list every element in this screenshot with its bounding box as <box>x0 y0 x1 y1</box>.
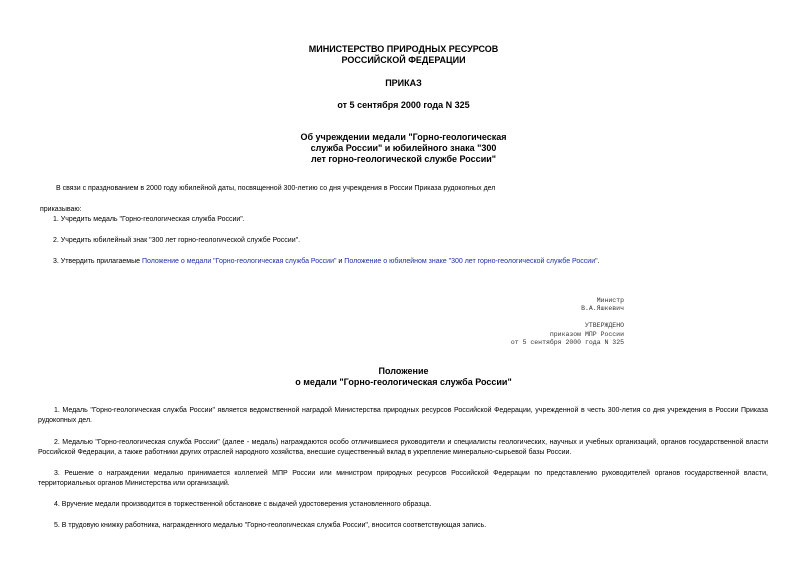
regulation-medal-link[interactable]: Положение о медали "Горно-геологическая служба России" <box>141 258 337 265</box>
order-title-line1: Об учреждении медали "Горно-геологическая <box>300 132 507 142</box>
regulation-paragraph-5: 5. В трудовую книжку работника, награжденного медалью "Горно-геологическая служба России", вносится соответствующая запись. <box>54 522 487 529</box>
regulation-paragraph-3: 3. Решение о награждении медалью принимается коллегией МПР России или министром природных ресурсов Российской Федерации по представлению руководителей органов государственной власти, территориальных органов Министерства или организаций. <box>38 470 768 487</box>
regulation-paragraph-1: 1. Медаль "Горно-геологическая служба России" является ведомственной наградой Министерства природных ресурсов Российской Федерации, учрежденной в честь 300-летия со дня учреждения в России Приказа рудокопных дел. <box>38 407 768 424</box>
ministry-line2: РОССИЙСКОЙ ФЕДЕРАЦИИ <box>341 55 466 65</box>
approved-label: УТВЕРЖДЕНО <box>584 322 624 329</box>
signature-name: В.А.Яшкевич <box>581 305 624 312</box>
regulation-badge-link[interactable]: Положение о юбилейном знаке "300 лет горно-геологической службе России" <box>344 258 598 265</box>
preamble-text: В связи с празднованием в 2000 году юбилейной даты, посвященной 300-летию со дня учреждения в России Приказа рудокопных дел <box>56 185 496 192</box>
ministry-line1: МИНИСТЕРСТВО ПРИРОДНЫХ РЕСУРСОВ <box>308 44 499 54</box>
item-3-suffix: . <box>597 258 600 265</box>
regulation-paragraph-2: 2. Медалью "Горно-геологическая служба России" (далее - медаль) награждаются особо отличившиеся руководители и специалисты геологических, научных и учебных организаций, органов государственной власти Российской Федерации, а также работники других отраслей народного хозяйства, внесшие существенный вклад в укрепление минерально-сырьевой базы России. <box>38 439 768 456</box>
regulation-paragraph-4: 4. Вручение медали производится в торжественной обстановке с выдачей удостоверения установленного образца. <box>54 501 432 508</box>
doc-date: от 5 сентября 2000 года N 325 <box>337 100 470 110</box>
item-3-and: и <box>336 258 345 265</box>
item-3-prefix: 3. Утвердить прилагаемые <box>53 258 142 265</box>
order-title-line2: служба России" и юбилейного знака "300 <box>310 143 497 153</box>
approved-date: от 5 сентября 2000 года N 325 <box>510 339 624 346</box>
order-word: приказываю: <box>40 206 82 213</box>
item-3 <box>53 257 600 266</box>
doc-type: ПРИКАЗ <box>385 78 422 88</box>
item-2: 2. Учредить юбилейный знак "300 лет горно-геологической службе России". <box>53 237 301 244</box>
order-title-line3: лет горно-геологической службе России" <box>310 154 497 164</box>
approved-by: приказом МПР России <box>549 331 624 338</box>
item-1: 1. Учредить медаль "Горно-геологическая служба России". <box>53 216 245 223</box>
regulation-title-line1: Положение <box>378 366 429 376</box>
regulation-title-line2: о медали "Горно-геологическая служба России" <box>295 377 512 387</box>
signature-position: Министр <box>596 297 624 304</box>
